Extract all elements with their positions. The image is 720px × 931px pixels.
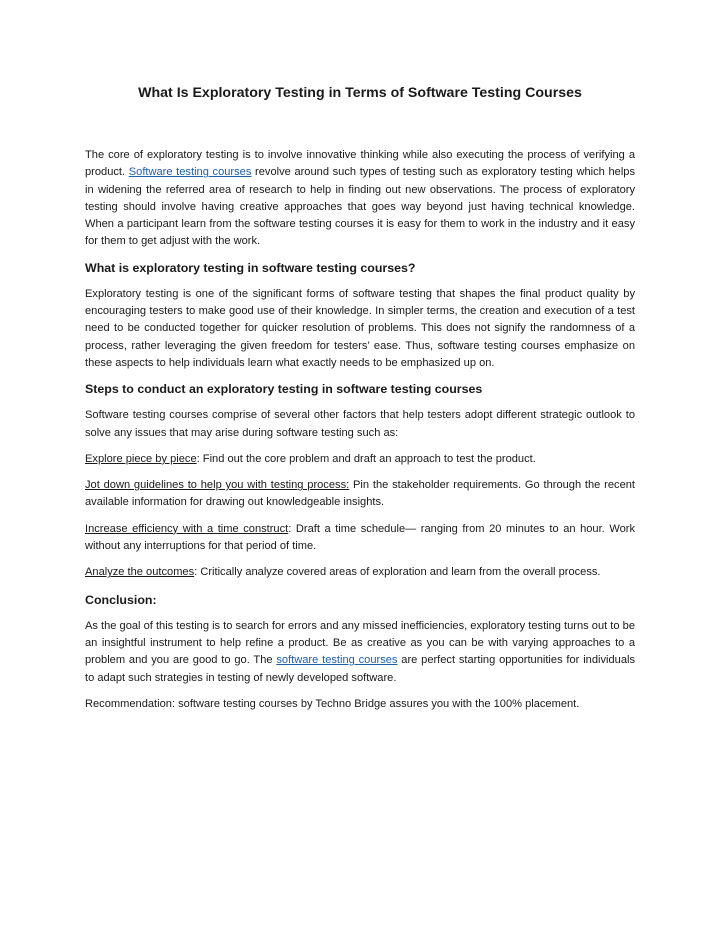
- section2-paragraph: Software testing courses comprise of several other factors that help testers adopt different strategic outlook to solve any issues that may arise during software testing such as:: [85, 409, 635, 439]
- recommendation-paragraph: Recommendation: software testing courses by Techno Bridge assures you with the 100% placement.: [85, 697, 580, 710]
- document-title: What Is Exploratory Testing in Terms of Software Testing Courses: [138, 85, 582, 101]
- intro-text-after-link: revolve around such types of testing such as exploratory testing which helps in widening the referred area of research to help in finding out new observations. The process of exploratory testing should involve having creative approaches that goes way beyond just having technical knowledge. When a participant learn from the software testing courses it is easy for them to work in the industry and it easy for them to get adjust with the work.: [85, 166, 636, 248]
- step-text: Pin the stakeholder requirements. Go through the recent available information for drawing out knowledgeable insights.: [85, 479, 635, 509]
- intro-paragraph: [85, 147, 635, 251]
- software-testing-courses-link[interactable]: software testing courses: [276, 654, 398, 667]
- step-label: Analyze the outcomes: [85, 566, 195, 579]
- conclusion-paragraph: [85, 618, 635, 687]
- software-testing-courses-link[interactable]: Software testing courses: [128, 166, 252, 179]
- conclusion-heading: Conclusion:: [85, 592, 157, 607]
- step-item: [85, 477, 635, 512]
- step-label: Jot down guidelines to help you with testing process:: [85, 479, 350, 492]
- conclusion-text-before-link: As the goal of this testing is to search for errors and any missed inefficiencies, exploratory testing turns out to be an insightful instrument to help refine a product. Be as creative as you can be with varying approaches to a problem and you are good to go. The: [85, 619, 635, 667]
- step-label: Increase efficiency with a time construct: [85, 522, 289, 535]
- step-label: Explore piece by piece: [85, 452, 197, 465]
- step-text: Find out the core problem and draft an approach to test the product.: [202, 452, 536, 465]
- step-item: Analyze the outcomes: Critically analyze covered areas of exploration and learn from the overall process.: [85, 566, 601, 579]
- conclusion-text-after-link: are perfect starting opportunities for individuals to adapt such strategies in testing of newly developed software.: [85, 654, 636, 684]
- step-text: Critically analyze covered areas of exploration and learn from the overall process.: [200, 566, 601, 579]
- section1-heading: What is exploratory testing in software testing courses?: [85, 260, 416, 275]
- step-item: Increase efficiency with a time construct: Draft a time schedule— ranging from 20 minutes to an hour. Work without any interruptions for that period of time.: [85, 522, 635, 553]
- intro-text-before-link: The core of exploratory testing is to involve innovative thinking while also executing the process of verifying a product.: [85, 149, 635, 179]
- section1-paragraph: Exploratory testing is one of the significant forms of software testing that shapes the final product quality by encouraging testers to make good use of their knowledge. In simpler terms, the creation and execution of a test need to be conducted together for quicker resolution of problems. This does not signify the randomness of a process, rather leveraging the given freedom for testers’ ease. Thus, software testing courses emphasize on these aspects to help individuals learn what exactly needs to be emphasized up on.: [85, 287, 635, 369]
- step-item: Explore piece by piece: Find out the core problem and draft an approach to test the product.: [85, 452, 536, 465]
- step-text: Draft a time schedule— ranging from 20 minutes to an hour. Work without any interruptions for that period of time.: [85, 522, 635, 553]
- section2-heading: Steps to conduct an exploratory testing in software testing courses: [85, 382, 483, 397]
